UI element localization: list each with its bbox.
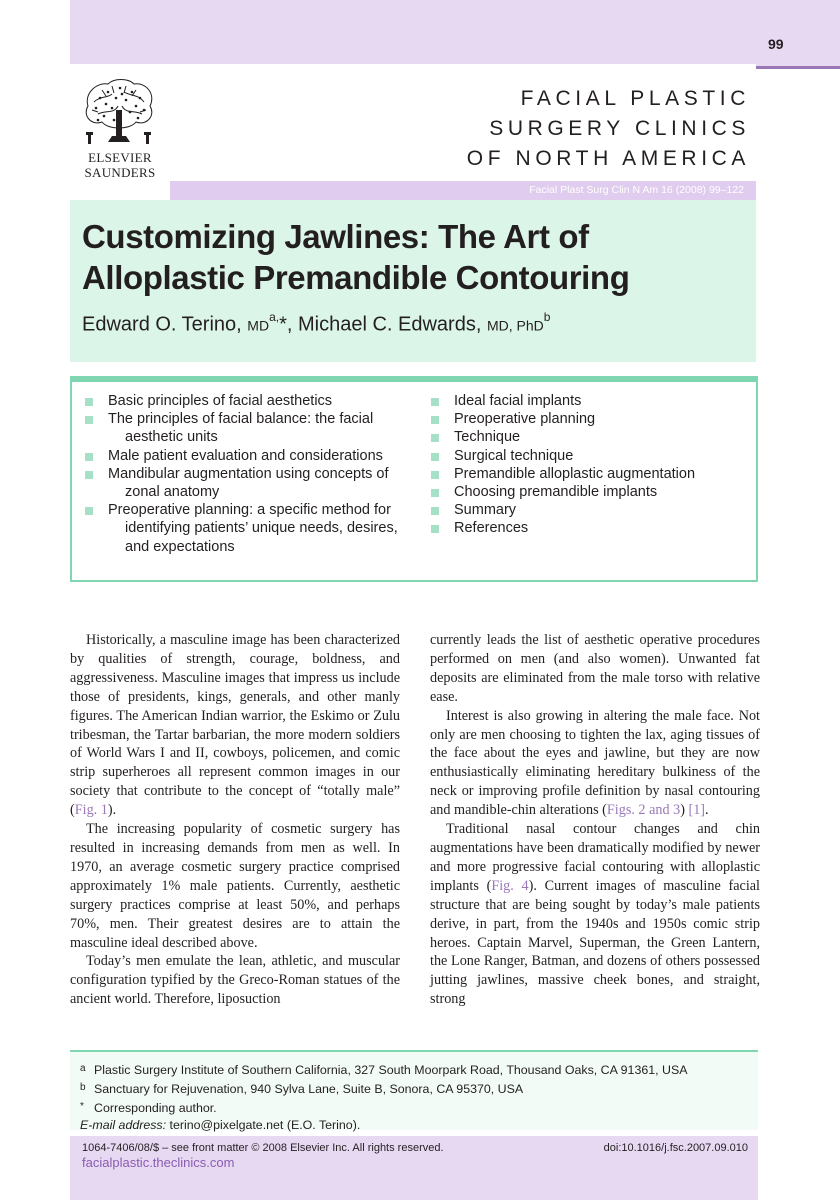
figure-4-link[interactable]: Fig. 4	[491, 877, 529, 894]
page-number-tab	[756, 0, 840, 68]
figure-1-link[interactable]: Fig. 1	[74, 802, 108, 819]
author-1-affiliation: a,	[269, 310, 280, 324]
corresponding-author-mark: *,	[279, 313, 293, 336]
journal-title-line-1: FACIAL PLASTIC	[520, 87, 750, 110]
square-bullet-icon	[431, 434, 439, 442]
outline-item: The principles of facial balance: the facial aesthetic units	[84, 410, 414, 446]
figures-2-3-link[interactable]: Figs. 2 and 3	[606, 802, 681, 819]
author-2-affiliation: b	[543, 310, 551, 324]
footnote-corresponding: * Corresponding author.	[80, 1101, 217, 1115]
outline-left-column	[84, 392, 414, 556]
body-column-left	[70, 631, 400, 1009]
page-tab-rule	[756, 66, 840, 69]
outline-item: References	[430, 519, 750, 537]
issn-copyright: 1064-7406/08/$ – see front matter © 2008 Elsevier Inc. All rights reserved.	[82, 1142, 444, 1154]
elsevier-wordmark: ELSEVIER	[88, 150, 152, 165]
author-1-degree: MD	[247, 317, 270, 334]
square-bullet-icon	[431, 507, 439, 515]
outline-item: Basic principles of facial aesthetics	[84, 392, 414, 410]
body-paragraph: Traditional nasal contour changes and chin augmentations have been dramatically modified by newer and more progressive facial contouring with alloplastic implants (Fig. 4). Current images of masculine facial structure that are being sought by today’s male patients derive, in part, from the 1940s and 1950s comic strip heroes. Captain Marvel, Superman, the Green Lantern, the Lone Ranger, Batman, and dozens of others possessed jutting jawlines, massive cheek bones, and straight, strong	[430, 821, 760, 1008]
square-bullet-icon	[431, 453, 439, 461]
outline-item: Mandibular augmentation using concepts of zonal anatomy	[84, 465, 414, 501]
page-number: 99	[768, 36, 784, 52]
outline-item: Summary	[430, 501, 750, 519]
square-bullet-icon	[431, 471, 439, 479]
footnote-affiliation-b: b Sanctuary for Rejuvenation, 940 Sylva Lane, Suite B, Sonora, CA 95370, USA	[80, 1082, 524, 1096]
square-bullet-icon	[431, 489, 439, 497]
article-outline	[70, 376, 758, 582]
article-title-line-2: Alloplastic Premandible Contouring	[82, 259, 630, 296]
author-email-link[interactable]: terino@pixelgate.net (E.O. Terino).	[169, 1118, 361, 1132]
square-bullet-icon	[85, 453, 93, 461]
outline-item: Choosing premandible implants	[430, 483, 750, 501]
square-bullet-icon	[431, 525, 439, 533]
body-paragraph: Today’s men emulate the lean, athletic, and muscular configuration typified by the Greco-Roman statues of the ancient world. Therefore, liposuction	[70, 953, 400, 1008]
square-bullet-icon	[85, 471, 93, 479]
outline-item: Surgical technique	[430, 447, 750, 465]
doi[interactable]: doi:10.1016/j.fsc.2007.09.010	[603, 1142, 748, 1154]
square-bullet-icon	[85, 416, 93, 424]
author-2-degree: MD, PhD	[486, 317, 544, 334]
body-column-right	[430, 631, 760, 1009]
author-1-name: Edward O. Terino,	[82, 313, 242, 336]
body-paragraph: The increasing popularity of cosmetic surgery has resulted in increasing demands from men as well. In 1970, an average cosmetic surgery practice comprised approximately 1% male patients. Currently, aesthetic surgery practices comprise at least 50%, and perhaps 70%, men. Their greatest desires are to attain the masculine ideal described above.	[70, 821, 400, 951]
header-band	[70, 0, 756, 64]
outline-item: Premandible alloplastic augmentation	[430, 465, 750, 483]
outline-item: Male patient evaluation and considerations	[84, 447, 414, 465]
journal-website-link[interactable]: facialplastic.theclinics.com	[82, 1155, 235, 1170]
author-list	[82, 312, 550, 337]
reference-1-link[interactable]: [1]	[688, 802, 706, 819]
journal-citation: Facial Plast Surg Clin N Am 16 (2008) 99–122	[529, 184, 744, 196]
publisher-logo-text	[74, 150, 166, 180]
article-title	[82, 216, 742, 298]
body-paragraph: currently leads the list of aesthetic operative procedures performed on men (and also women). Unwanted fat deposits are eliminated from the male torso with relative ease.	[430, 632, 760, 705]
square-bullet-icon	[85, 398, 93, 406]
article-title-line-1: Customizing Jawlines: The Art of	[82, 218, 589, 255]
body-paragraph: Historically, a masculine image has been characterized by qualities of strength, courage, boldness, and aggressiveness. Masculine images that impress us include those of presidents, kings, generals, and other manly figures. The American Indian warrior, the Eskimo or Zulu tribesman, the Tartar barbarian, the more modern soldiers of World Wars I and II, cowboys, policemen, and comic strip superheroes all represent common images in our society that contribute to the concept of “totally male” (Fig. 1).	[70, 632, 400, 819]
journal-title	[467, 84, 750, 174]
outline-item: Preoperative planning: a specific method for identifying patients’ unique needs, desires, and expectations	[84, 501, 414, 556]
square-bullet-icon	[431, 416, 439, 424]
footnote-affiliation-a: a Plastic Surgery Institute of Southern California, 327 South Moorpark Road, Thousand Oaks, CA 91361, USA	[80, 1063, 688, 1077]
outline-right-column	[430, 392, 750, 538]
journal-title-line-2: SURGERY CLINICS	[489, 117, 750, 140]
saunders-wordmark: SAUNDERS	[84, 165, 156, 180]
square-bullet-icon	[431, 398, 439, 406]
body-paragraph: Interest is also growing in altering the male face. Not only are men choosing to tighten the lax, aging tissues of the face about the eyes and jawline, but they are now enthusiastically eliminating hereditary bulkiness of the neck or improving profile definition by nasal contouring and mandible-chin alterations (Figs. 2 and 3) [1].	[430, 707, 760, 819]
footnote-email: E-mail address: terino@pixelgate.net (E.O. Terino).	[80, 1118, 361, 1132]
outline-item: Ideal facial implants	[430, 392, 750, 410]
square-bullet-icon	[85, 507, 93, 515]
journal-title-line-3: OF NORTH AMERICA	[466, 147, 750, 170]
author-2-name: Michael C. Edwards,	[297, 313, 482, 336]
footnotes	[70, 1050, 758, 1130]
outline-item: Technique	[430, 428, 750, 446]
outline-item: Preoperative planning	[430, 410, 750, 428]
